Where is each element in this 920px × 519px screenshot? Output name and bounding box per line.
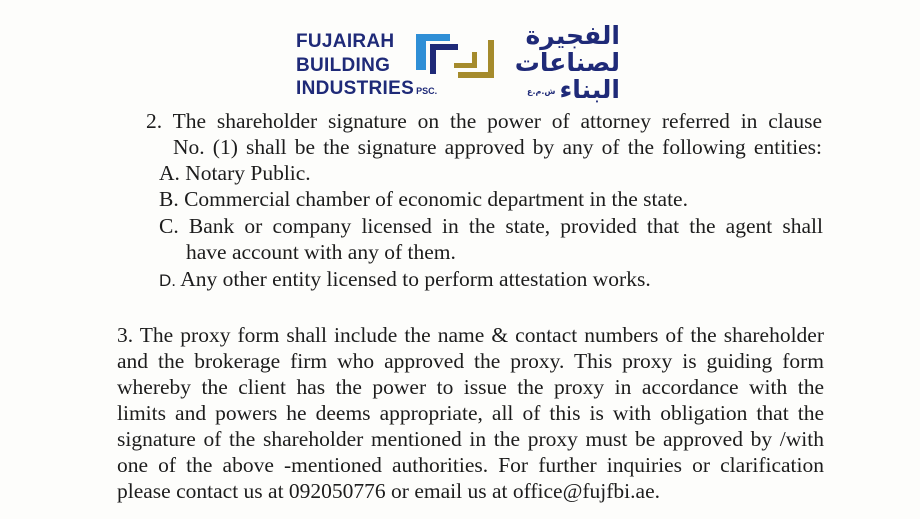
- clause-3-line-7: please contact us at 092050776 or email us at office@fujfbi.ae.: [117, 479, 660, 503]
- item-marker: B.: [159, 187, 179, 211]
- clause-2-line-1: 2. The shareholder signature on the power of attorney referred in clause: [146, 109, 822, 133]
- clause-2-line-2: No. (1) shall be the signature approved by any of the following entities:: [173, 135, 822, 159]
- clause-2-item-c-continuation: have account with any of them.: [186, 240, 456, 264]
- clause-2-item-d: [159, 266, 651, 294]
- company-name-line-2: BUILDING: [296, 54, 391, 76]
- clause-3-line-3: whereby the client has the power to issue the proxy in accordance with the: [117, 375, 824, 399]
- arabic-name-line-2: لصناعات: [514, 48, 620, 77]
- clause-2-item-b: [159, 186, 688, 212]
- clause-2-item-c: [159, 213, 823, 239]
- clause-3-line-5: signature of the shareholder mentioned in the proxy must be approved by /with: [117, 427, 824, 451]
- logo-navy-bracket: [430, 44, 458, 74]
- item-text: Bank or company licensed in the state, provided that the agent shall: [188, 214, 823, 238]
- arabic-name-line-3: البناء: [559, 75, 620, 104]
- item-text: Any other entity licensed to perform attestation works.: [180, 267, 651, 291]
- company-suffix-english: PSC.: [416, 86, 438, 96]
- item-text: Notary Public.: [185, 161, 311, 185]
- arabic-name-line-1: الفجيرة: [525, 21, 620, 50]
- item-marker: C.: [159, 214, 179, 238]
- company-logo-icon: [414, 30, 514, 90]
- item-marker: A.: [159, 161, 180, 185]
- company-suffix-arabic: ش.م.ع: [527, 86, 556, 96]
- clause-3-line-1: 3. The proxy form shall include the name & contact numbers of the shareholder: [117, 323, 824, 347]
- item-text: Commercial chamber of economic department in the state.: [184, 187, 688, 211]
- company-name-line-3: INDUSTRIES: [296, 78, 415, 99]
- clause-3-line-6: one of the above -mentioned authorities. For further inquiries or clarification: [117, 453, 824, 477]
- clause-3-line-4: limits and powers he deems appropriate, all of this is with obligation that the: [117, 401, 824, 425]
- company-name-line-1: FUJAIRAH: [296, 31, 395, 52]
- company-name-arabic: [514, 21, 620, 105]
- logo-gold-bracket-inner: [454, 52, 477, 68]
- item-marker: D.: [159, 271, 176, 290]
- clause-2-item-a: [159, 160, 311, 186]
- clause-3-line-2: and the brokerage firm who approved the proxy. This proxy is guiding form: [117, 349, 824, 373]
